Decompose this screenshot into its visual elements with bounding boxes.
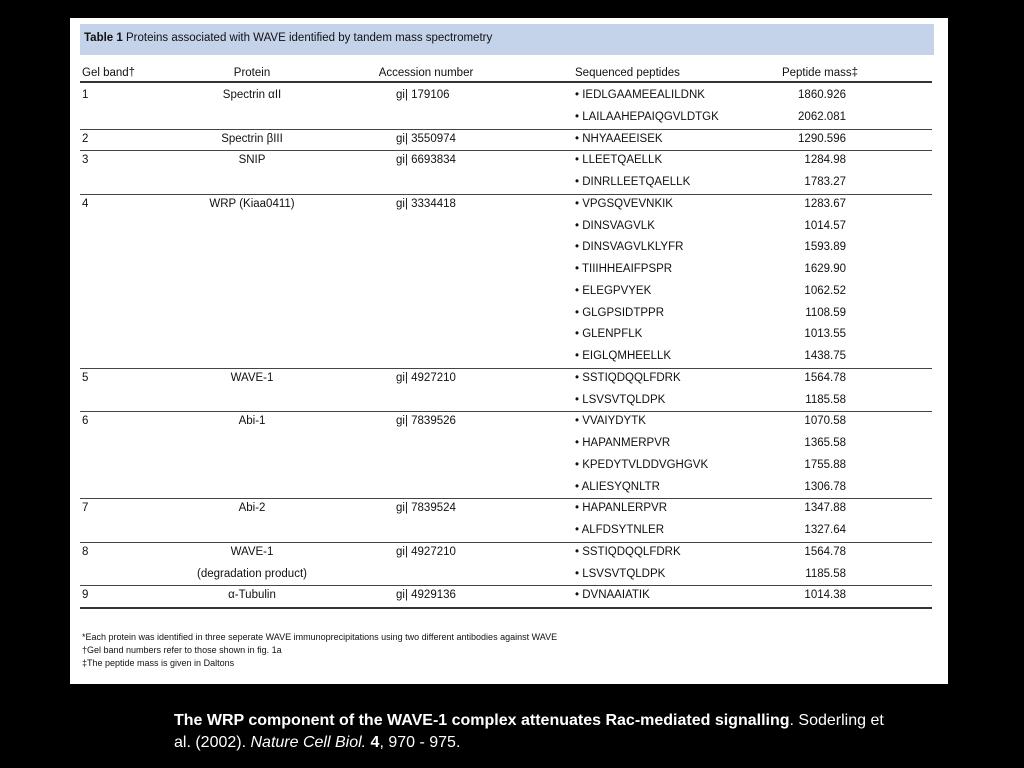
peptide-cell: • ELEGPVYEK: [575, 284, 652, 297]
peptide-cell: • LSVSVTQLDPK: [575, 567, 666, 580]
peptide-cell: • VPGSQVEVNKIK: [575, 197, 673, 210]
protein-cell: Spectrin βIII: [221, 132, 283, 145]
row-divider: [80, 368, 932, 369]
gel-band-cell: 5: [82, 371, 89, 384]
footnote: ‡The peptide mass is given in Daltons: [82, 658, 235, 668]
peptide-mass-cell: 1783.27: [804, 176, 846, 188]
caption-volume: 4: [366, 734, 380, 751]
peptide-cell: • GLGPSIDTPPR: [575, 306, 665, 319]
peptide-mass-cell: 1014.38: [804, 589, 846, 602]
protein-cell: (degradation product): [197, 567, 307, 580]
accession-cell: gi| 4927210: [396, 545, 456, 558]
peptide-cell: • HAPANMERPVR: [575, 437, 671, 449]
peptide-mass-cell: 1365.58: [804, 437, 846, 449]
accession-cell: gi| 4927210: [396, 371, 456, 384]
table-title-bar: [80, 24, 934, 55]
peptide-cell: • EIGLQMHEELLK: [575, 350, 672, 362]
row-divider: [80, 585, 932, 586]
peptide-cell: • TIIIHHEAIFPSPR: [575, 263, 673, 275]
peptide-cell: • NHYAAEEISEK: [575, 132, 663, 145]
peptide-cell: • SSTIQDQQLFDRK: [575, 545, 681, 558]
table-title: [84, 32, 492, 44]
table-bottom-rule: [80, 607, 932, 609]
gel-band-cell: 3: [82, 154, 89, 167]
peptide-mass-cell: 1593.89: [804, 241, 846, 254]
row-divider: [80, 129, 932, 130]
peptide-cell: • DVNAAIATIK: [575, 589, 650, 602]
accession-cell: gi| 6693834: [396, 154, 456, 167]
peptide-mass-cell: 1062.52: [804, 284, 846, 297]
peptide-cell: • KPEDYTVLDDVGHGVK: [575, 458, 709, 471]
peptide-mass-cell: 1629.90: [804, 263, 846, 275]
peptide-mass-cell: 1755.88: [804, 458, 846, 471]
peptide-mass-cell: 1564.78: [804, 371, 846, 384]
table-label: Table 1: [84, 32, 123, 44]
accession-cell: gi| 179106: [396, 89, 450, 101]
peptide-mass-cell: 1070.58: [804, 415, 846, 428]
row-divider: [80, 411, 932, 412]
caption-pages: , 970 - 975.: [379, 734, 461, 751]
header-rule: [80, 81, 932, 83]
peptide-cell: • VVAIYDYTK: [575, 415, 646, 428]
table-image: [70, 18, 948, 684]
accession-cell: gi| 7839526: [396, 415, 456, 428]
peptide-cell: • ALFDSYTNLER: [575, 524, 665, 536]
peptide-mass-cell: 1283.67: [804, 197, 846, 210]
peptide-cell: • LAILAAHEPAIQGVLDTGK: [575, 110, 719, 123]
peptide-cell: • HAPANLERPVR: [575, 502, 668, 515]
caption-title: The WRP component of the WAVE-1 complex attenuates Rac-mediated signalling: [174, 712, 790, 729]
peptide-cell: • LSVSVTQLDPK: [575, 393, 666, 406]
header-protein: Protein: [233, 67, 271, 79]
peptide-mass-cell: 1185.58: [805, 393, 846, 406]
gel-band-cell: 9: [82, 589, 89, 602]
table-title-text: Proteins associated with WAVE identified by tandem mass spectrometry: [125, 32, 493, 44]
protein-cell: Spectrin αII: [222, 89, 282, 101]
row-divider: [80, 542, 932, 543]
header-gel-band: Gel band†: [82, 67, 136, 79]
gel-band-cell: 2: [82, 132, 89, 145]
row-divider: [80, 498, 932, 499]
header-accession: Accession number: [378, 67, 474, 79]
peptide-mass-cell: 1185.58: [805, 567, 846, 580]
peptide-cell: • DINSVAGVLK: [575, 219, 655, 232]
gel-band-cell: 1: [82, 89, 89, 101]
protein-cell: WRP (Kiaa0411): [209, 197, 295, 210]
caption-authors: . Soderling et al. (2002).: [174, 712, 884, 751]
peptide-cell: • SSTIQDQQLFDRK: [575, 371, 681, 384]
peptide-mass-cell: 1013.55: [804, 328, 846, 341]
protein-cell: WAVE-1: [230, 545, 274, 558]
caption-journal: Nature Cell Biol.: [250, 734, 367, 751]
slide-caption: [174, 710, 894, 754]
gel-band-cell: 4: [82, 197, 89, 210]
accession-cell: gi| 3334418: [396, 197, 456, 210]
gel-band-cell: 8: [82, 545, 89, 558]
peptide-cell: • IEDLGAAMEEALILDNK: [575, 89, 705, 101]
peptide-mass-cell: 1564.78: [804, 545, 846, 558]
peptide-cell: • DINSVAGVLKLYFR: [575, 241, 684, 254]
peptide-cell: • GLENPFLK: [575, 328, 643, 341]
accession-cell: gi| 7839524: [396, 502, 456, 515]
accession-cell: gi| 3550974: [396, 132, 456, 145]
gel-band-cell: 6: [82, 415, 89, 428]
peptide-mass-cell: 1014.57: [804, 219, 846, 232]
peptide-mass-cell: 1108.59: [805, 306, 846, 319]
protein-cell: SNIP: [238, 154, 266, 167]
row-divider: [80, 150, 932, 151]
header-peptides: Sequenced peptides: [575, 67, 680, 79]
peptide-mass-cell: 2062.081: [798, 110, 846, 123]
protein-cell: Abi-1: [238, 415, 266, 428]
footnote: †Gel band numbers refer to those shown in fig. 1a: [82, 645, 282, 655]
peptide-mass-cell: 1438.75: [804, 350, 846, 362]
peptide-cell: • DINRLLEETQAELLK: [575, 176, 691, 188]
peptide-mass-cell: 1347.88: [804, 502, 846, 515]
footnote: *Each protein was identified in three seperate WAVE immunoprecipitations using two different antibodies against WAVE: [82, 632, 558, 642]
protein-cell: α-Tubulin: [228, 589, 276, 602]
peptide-cell: • LLEETQAELLK: [575, 154, 663, 167]
peptide-mass-cell: 1290.596: [798, 132, 846, 145]
peptide-cell: • ALIESYQNLTR: [575, 480, 660, 493]
row-divider: [80, 194, 932, 195]
protein-cell: Abi-2: [238, 502, 266, 515]
accession-cell: gi| 4929136: [396, 589, 456, 602]
peptide-mass-cell: 1860.926: [798, 89, 846, 101]
peptide-mass-cell: 1327.64: [804, 524, 846, 536]
peptide-mass-cell: 1306.78: [804, 480, 846, 493]
table-footnotes: [82, 631, 557, 670]
protein-cell: WAVE-1: [230, 371, 274, 384]
gel-band-cell: 7: [82, 502, 89, 515]
header-peptide-mass: Peptide mass‡: [781, 67, 859, 79]
peptide-mass-cell: 1284.98: [804, 154, 846, 167]
